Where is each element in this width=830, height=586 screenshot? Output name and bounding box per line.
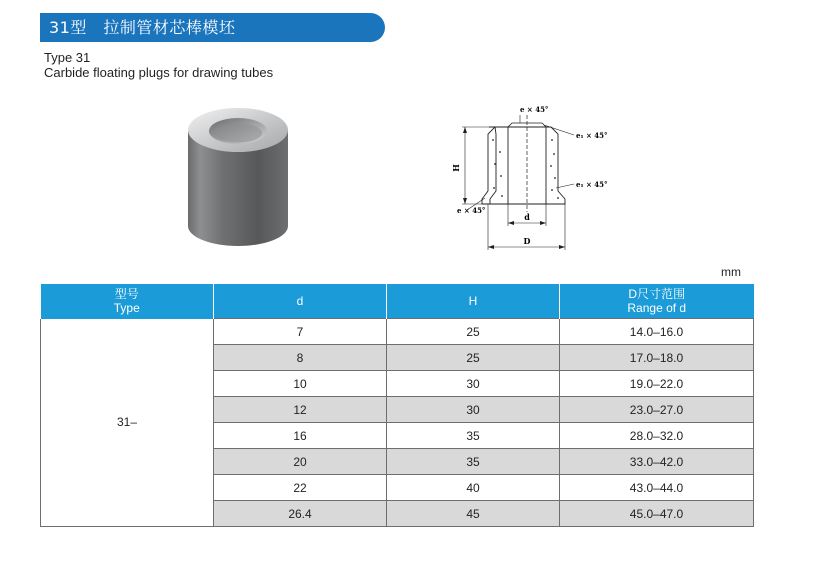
header-range bbox=[560, 284, 754, 319]
cell-d: 10 bbox=[214, 371, 387, 397]
cell-range: 14.0–16.0 bbox=[560, 319, 754, 345]
cell-H: 35 bbox=[387, 423, 560, 449]
dim-D-label: D bbox=[523, 236, 531, 246]
section-title: 31型 拉制管材芯棒模坯 bbox=[40, 13, 385, 42]
cell-range: 17.0–18.0 bbox=[560, 345, 754, 371]
header-d: d bbox=[214, 284, 387, 319]
cell-range: 43.0–44.0 bbox=[560, 475, 754, 501]
cell-range: 23.0–27.0 bbox=[560, 397, 754, 423]
cell-d: 22 bbox=[214, 475, 387, 501]
header-type-en: Type bbox=[113, 301, 140, 316]
cell-H: 25 bbox=[387, 319, 560, 345]
plug-photo bbox=[183, 100, 293, 252]
chamfer-e1-lower-label: e₁ × 45° bbox=[576, 180, 608, 189]
unit-label: mm bbox=[721, 265, 741, 279]
header-H: H bbox=[387, 284, 560, 319]
table-header-row bbox=[41, 284, 754, 319]
dim-H-label: H bbox=[451, 164, 461, 172]
cell-d: 26.4 bbox=[214, 501, 387, 527]
cell-d: 8 bbox=[214, 345, 387, 371]
cell-range: 28.0–32.0 bbox=[560, 423, 754, 449]
table-row bbox=[41, 319, 754, 345]
cell-range: 19.0–22.0 bbox=[560, 371, 754, 397]
cell-d: 20 bbox=[214, 449, 387, 475]
cell-H: 25 bbox=[387, 345, 560, 371]
header-type bbox=[41, 284, 214, 319]
type-label: Type 31 bbox=[44, 50, 91, 65]
cell-d: 7 bbox=[214, 319, 387, 345]
cell-range: 33.0–42.0 bbox=[560, 449, 754, 475]
cell-H: 35 bbox=[387, 449, 560, 475]
chamfer-e-top-label: e × 45° bbox=[520, 105, 549, 114]
spec-table bbox=[40, 284, 754, 527]
chamfer-e-left-label: e × 45° bbox=[457, 206, 486, 215]
header-range-en: Range of d bbox=[627, 301, 687, 315]
product-description: Carbide floating plugs for drawing tubes bbox=[44, 65, 274, 80]
technical-drawing bbox=[440, 100, 620, 260]
cell-H: 45 bbox=[387, 501, 560, 527]
cell-range: 45.0–47.0 bbox=[560, 501, 754, 527]
type-cell: 31– bbox=[41, 319, 214, 527]
cell-d: 16 bbox=[214, 423, 387, 449]
cell-d: 12 bbox=[214, 397, 387, 423]
chamfer-e1-upper-label: e₁ × 45° bbox=[576, 131, 608, 140]
dim-d-label: d bbox=[524, 212, 530, 222]
header-range-cn: D尺寸范围 bbox=[628, 287, 686, 301]
cell-H: 30 bbox=[387, 397, 560, 423]
cell-H: 30 bbox=[387, 371, 560, 397]
cell-H: 40 bbox=[387, 475, 560, 501]
header-type-cn: 型号 bbox=[114, 287, 139, 302]
